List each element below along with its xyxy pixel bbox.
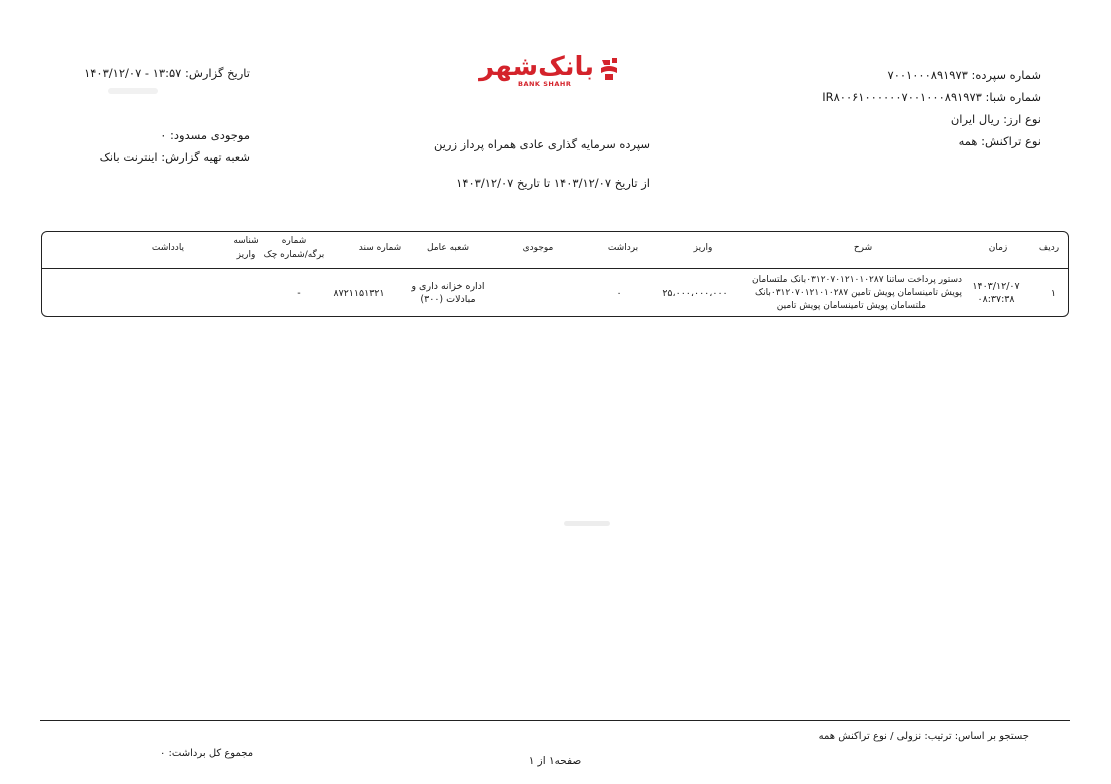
currency-type: نوع ارز: ریال ایران (950, 112, 1041, 126)
cell-branch: اداره خزانه داری و مبادلات (۳۰۰) (411, 281, 485, 305)
cell-check-number: - (297, 288, 301, 299)
bank-logo-icon (598, 56, 620, 82)
cell-row: ۱ (1050, 288, 1056, 299)
transactions-table (41, 231, 1069, 317)
sheba-number: شماره شبا: IR۸۰۰۶۱۰۰۰۰۰۰۷۰۰۱۰۰۰۸۹۱۹۷۳ (822, 90, 1041, 104)
report-meta-block (80, 124, 250, 168)
transaction-type: نوع تراکنش: همه (958, 134, 1041, 148)
col-check-number: شماره برگه/شماره چک (263, 236, 325, 260)
page-number: صفحه۱ از ۱ (528, 755, 582, 767)
cell-doc-number: ۸۷۲۱۱۵۱۳۲۱ (333, 288, 385, 299)
cell-withdrawal: ۰ (616, 288, 622, 299)
deposit-number: شماره سپرده: ۷۰۰۱۰۰۰۸۹۱۹۷۳ (887, 68, 1041, 82)
col-branch: شعبه عامل (426, 243, 470, 253)
cell-description: دستور پرداخت ساتنا ۰۳۱۲۰۷۰۱۲۱۰۱۰۲۸۷بانک ملتسامان پویش تامینسامان پویش تامین ۰۳۱۲۰۷۰۱۲۱۰۱۰۲۸۷بانک ملتسامان پویش تامینسامان پویش تامین (752, 275, 962, 311)
col-depositor-id: شناسه واریز (233, 236, 259, 260)
col-deposit: واریز (693, 243, 713, 253)
col-withdrawal: برداشت (607, 243, 639, 253)
col-note: یادداشت (151, 243, 185, 253)
redacted-mark (108, 88, 158, 94)
report-date: تاریخ گزارش: ۱۳:۵۷ - ۱۴۰۳/۱۲/۰۷ (84, 66, 250, 80)
cell-deposit: ۲۵،۰۰۰،۰۰۰،۰۰۰ (662, 288, 728, 299)
page-title: سپرده سرمایه گذاری عادی همراه پرداز زرین (433, 137, 650, 151)
col-balance: موجودی (522, 243, 554, 253)
logo-wordmark: بانک‌شهر (479, 52, 594, 82)
account-info-block (781, 64, 1041, 152)
report-branch: شعبه تهیه گزارش: اینترنت بانک (99, 150, 250, 164)
total-withdrawal: مجموع کل برداشت: ۰ (160, 748, 254, 759)
blocked-balance: موجودی مسدود: ۰ (160, 128, 250, 142)
date-range: از تاریخ ۱۴۰۳/۱۲/۰۷ تا تاریخ ۱۴۰۳/۱۲/۰۷ (456, 176, 650, 190)
table-header-divider (42, 268, 1068, 269)
col-doc-number: شماره سند (358, 243, 402, 253)
search-basis: جستجو بر اساس: ترتیب: نزولی / نوع تراکنش همه (818, 731, 1029, 742)
bank-shahr-logo (479, 52, 620, 92)
cell-balance-redacted (564, 521, 610, 526)
footer-divider (40, 720, 1070, 721)
logo-subtext: BANK SHAHR (518, 80, 572, 88)
col-time: زمان (988, 243, 1008, 253)
cell-time: ۱۴۰۳/۱۲/۰۷ ۰۸:۳۷:۳۸ (972, 281, 1020, 305)
col-row: ردیف (1038, 243, 1060, 253)
col-description: شرح (853, 243, 873, 253)
